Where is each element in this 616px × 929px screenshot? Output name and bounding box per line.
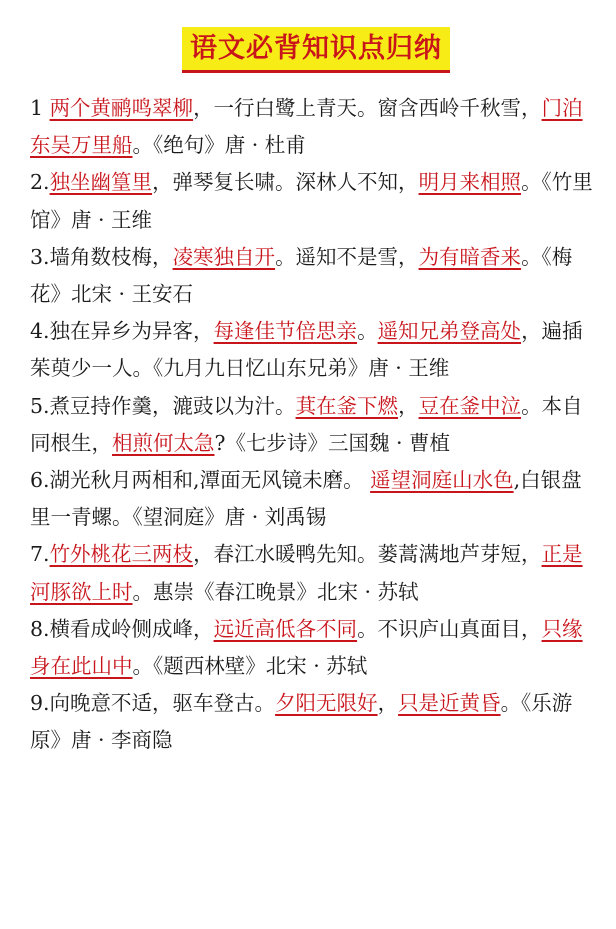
highlighted-verse: 只缘身在此山中 [30, 616, 583, 679]
highlighted-verse: 每逢佳节倍思亲 [213, 319, 358, 344]
poem-text: ， [377, 691, 399, 716]
poem-text: ，春江水暖鸭先知。蒌蒿满地芦芽短， [193, 542, 542, 567]
poem-text: 1 [30, 96, 50, 120]
poem-item [30, 313, 602, 387]
highlighted-verse: 只是近黄昏 [398, 691, 501, 716]
poem-item [30, 462, 602, 536]
highlighted-verse: 遥知兄弟登高处 [377, 319, 522, 344]
highlighted-verse: 正是河豚欲上时 [30, 542, 583, 604]
poem-text: 。惠崇《春江晚景》北宋 · 苏轼 [132, 579, 419, 604]
highlighted-verse: 独坐幽篁里 [49, 170, 153, 195]
poem-text: 。《绝句》唐 · 杜甫 [132, 133, 306, 158]
poem-text: 2. [30, 170, 50, 195]
highlighted-verse: 遥望洞庭山水色 [370, 468, 514, 493]
poem-text: 。 [357, 319, 378, 344]
poem-list [30, 90, 602, 760]
poem-text: 7. [30, 542, 50, 567]
poem-text: 。《乐游原》唐 · 李商隐 [30, 691, 573, 753]
highlighted-verse: 明月来相照 [418, 170, 522, 195]
page-title: 语文必背知识点归纳 [182, 27, 450, 74]
poem-item [30, 388, 602, 462]
poem-text: 4.独在异乡为异客， [30, 319, 214, 344]
highlighted-verse: 凌寒独自开 [172, 244, 276, 269]
poem-item [30, 611, 602, 685]
highlighted-verse: 相煎何太急 [112, 430, 215, 455]
highlighted-verse: 豆在釜中泣 [418, 393, 522, 418]
poem-item [30, 685, 602, 759]
poem-text: 5.煮豆持作羹，漉豉以为汁。 [30, 393, 296, 418]
poem-text: 。《梅花》北宋 · 王安石 [30, 244, 573, 307]
poem-text: 3.墙角数枝梅， [30, 244, 173, 269]
highlighted-verse: 竹外桃花三两枝 [49, 542, 194, 567]
poem-text: 。不识庐山真面目， [357, 616, 542, 641]
poem-text: 。《题西林壁》北宋 · 苏轼 [132, 654, 368, 679]
highlighted-verse: 两个黄鹂鸣翠柳 [49, 96, 194, 120]
poem-text: 。本自同根生， [30, 393, 583, 455]
poem-text: ?《七步诗》三国魏 · 曹植 [214, 430, 451, 455]
poem-text: ,白银盘里一青螺。《望洞庭》唐 · 刘禹锡 [30, 468, 582, 530]
poem-text: ，弹琴复长啸。深林人不知， [152, 170, 419, 195]
poem-text: ， [398, 393, 419, 418]
highlighted-verse: 为有暗香来 [418, 244, 522, 269]
highlighted-verse: 夕阳无限好 [275, 691, 378, 716]
poem-text: ，一行白鹭上青天。窗含西岭千秋雪， [193, 96, 542, 120]
poem-item [30, 164, 602, 238]
poem-text: 9.向晚意不适，驱车登古。 [30, 691, 276, 716]
poem-item [30, 239, 602, 313]
title-area [30, 0, 602, 90]
highlighted-verse: 门泊东吴万里船 [30, 96, 583, 158]
highlighted-verse: 萁在釜下燃 [295, 393, 399, 418]
poem-text: 8.横看成岭侧成峰， [30, 616, 214, 641]
poem-text: 。《竹里馆》唐 · 王维 [30, 170, 593, 232]
poem-text: ，遍插茱萸少一人。《九月九日忆山东兄弟》唐 · 王维 [30, 319, 583, 381]
poem-item [30, 90, 602, 164]
poem-item [30, 536, 602, 610]
poem-text: 。遥知不是雪， [275, 244, 419, 269]
poem-text: 6.湖光秋月两相和,潭面无风镜未磨。 [30, 468, 371, 493]
highlighted-verse: 远近高低各不同 [213, 616, 358, 641]
